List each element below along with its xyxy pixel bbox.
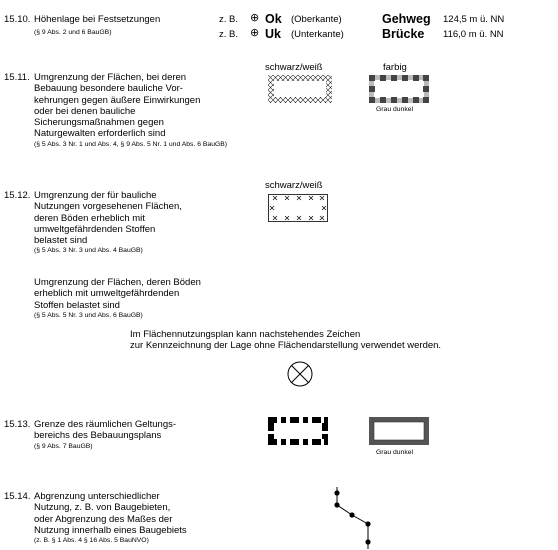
- use-separation-line-symbol: [330, 487, 380, 549]
- legal-reference-15-10: (§ 9 Abs. 2 und 6 BauGB): [34, 29, 112, 36]
- height-point-symbol-1: ⊕: [250, 12, 260, 24]
- example-name-bruecke: Brücke: [382, 27, 425, 41]
- hazard-area-symbol-bw: [268, 75, 332, 103]
- label-color-15-11: farbig: [383, 62, 407, 73]
- section-number-15-13: 15.13.: [4, 419, 31, 430]
- section-text-15-14: Abgrenzung unterschiedlicher Nutzung, z. B. von Baugebieten, oder Abgrenzung des Maßes der Nutzung innerhalb eines Baugebiets (z. B. § 1 Abs. 4 § 16 Abs. 5 BauNVO): [34, 491, 187, 545]
- fnp-note: Im Flächennutzungsplan kann nachstehendes Zeichen zur Kennzeichnung der Lage ohne Flächendarstellung verwendet werden.: [130, 329, 442, 352]
- abbreviation-desc-ok: (Oberkante): [291, 14, 342, 25]
- height-point-symbol-2: ⊕: [250, 27, 260, 39]
- section-number-15-11: 15.11.: [4, 72, 30, 83]
- abbreviation-uk: Uk: [265, 27, 281, 41]
- section-text-15-12: Umgrenzung der für bauliche Nutzungen vorgesehenen Flächen, deren Böden erheblich mit umweltgefährdenden Stoffen belastet sind (§ 5 Abs. 3 Nr. 3 und Abs. 4 BauGB): [34, 190, 182, 255]
- example-prefix-1: z. B.: [219, 14, 239, 25]
- abbreviation-ok: Ok: [265, 12, 282, 26]
- caption-grey-dark-15-11: Grau dunkel: [376, 106, 414, 113]
- section-text-15-12b: Umgrenzung der Flächen, deren Böden erheblich mit umweltgefährdenden Stoffen belastet sind (§ 5 Abs. 5 Nr. 3 und Abs. 6 BauGB): [34, 277, 201, 319]
- section-number-15-10: 15.10.: [4, 14, 31, 25]
- section-text-15-13: Grenze des räumlichen Geltungs- bereichs des Bebauungsplans (§ 9 Abs. 7 BauGB): [34, 419, 177, 450]
- section-text-15-11: Umgrenzung der Flächen, bei deren Bebauung besondere bauliche Vor- kehrungen gegen äußere Einwirkungen oder bei denen bauliche Sicherungsmaßnahmen gegen Naturgewalten erforderlich sind (§ 5 Abs. 3 Nr. 1 und Abs. 4, § 9 Abs. 5 Nr. 1 und Abs. 6 BauGB): [34, 72, 228, 148]
- hazard-area-symbol-color: [369, 75, 429, 103]
- legal-reference-15-12b: (§ 5 Abs. 5 Nr. 3 und Abs. 6 BauGB): [34, 311, 143, 319]
- plan-boundary-symbol-color: [369, 417, 429, 445]
- height-value-bruecke: 116,0 m ü. NN: [443, 29, 504, 40]
- plan-boundary-symbol-bw: [268, 417, 328, 445]
- example-name-gehweg: Gehweg: [382, 12, 431, 26]
- location-marker-symbol: [287, 361, 313, 387]
- legal-reference-15-12: (§ 5 Abs. 3 Nr. 3 und Abs. 4 BauGB): [34, 247, 143, 255]
- section-title-15-10: Höhenlage bei Festsetzungen: [34, 14, 161, 25]
- legal-reference-15-13: (§ 9 Abs. 7 BauGB): [34, 442, 93, 450]
- section-number-15-12: 15.12.: [4, 190, 31, 201]
- section-number-15-14: 15.14.: [4, 491, 31, 502]
- legal-reference-15-14: (z. B. § 1 Abs. 4 § 16 Abs. 5 BauNVO): [34, 537, 149, 545]
- height-value-gehweg: 124,5 m ü. NN: [443, 14, 505, 25]
- example-prefix-2: z. B.: [219, 29, 239, 40]
- abbreviation-desc-uk: (Unterkante): [291, 29, 344, 40]
- contaminated-soil-symbol: [268, 194, 328, 222]
- label-black-white-15-11: schwarz/weiß: [265, 62, 323, 73]
- legal-reference-15-11: (§ 5 Abs. 3 Nr. 1 und Abs. 4, § 9 Abs. 5 Nr. 1 und Abs. 6 BauGB): [34, 140, 228, 148]
- label-black-white-15-12: schwarz/weiß: [265, 180, 323, 191]
- caption-grey-dark-15-13: Grau dunkel: [376, 449, 414, 456]
